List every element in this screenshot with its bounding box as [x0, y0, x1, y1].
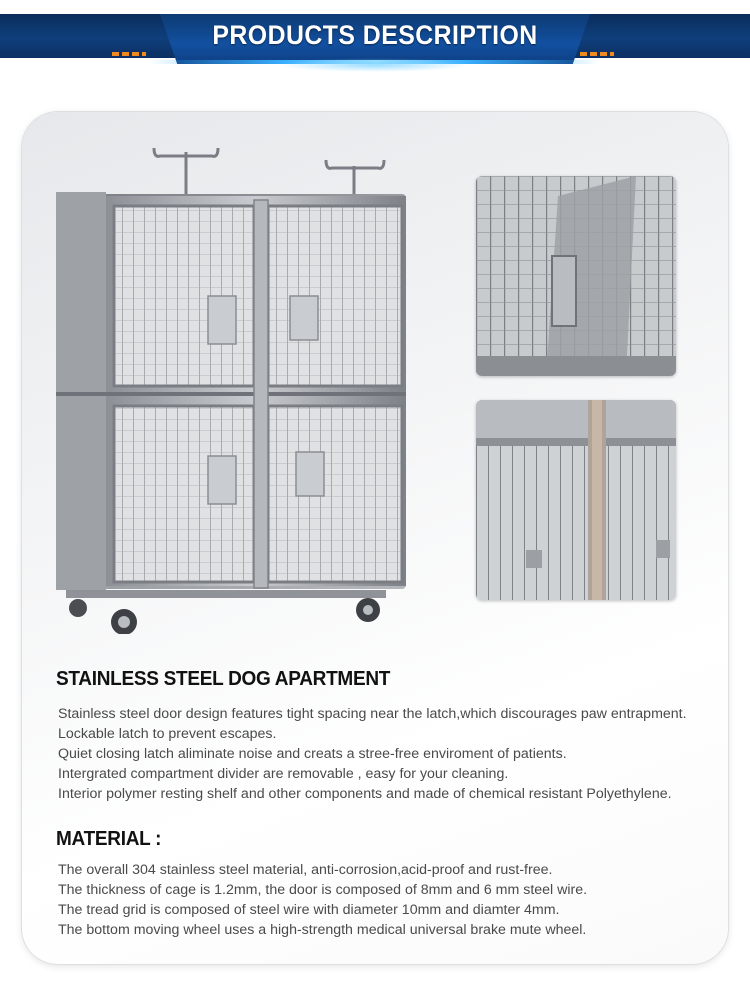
- feature-line: Quiet closing latch aliminate noise and creats a stree-free enviroment of patients.: [58, 746, 567, 762]
- material-line: The thickness of cage is 1.2mm, the door is composed of 8mm and 6 mm steel wire.: [58, 882, 588, 898]
- section-title-apartment: STAINLESS STEEL DOG APARTMENT: [56, 668, 391, 690]
- feature-line: Lockable latch to prevent escapes.: [58, 726, 277, 742]
- banner-decoration-left: [112, 52, 146, 56]
- feature-line: Stainless steel door design features tight spacing near the latch,which discourages paw entrapment.: [58, 706, 687, 722]
- feature-line: Intergrated compartment divider are removable , easy for your cleaning.: [58, 766, 509, 782]
- banner-decoration-right: [580, 52, 614, 56]
- feature-list: [58, 704, 718, 804]
- product-image-cage: [56, 144, 416, 634]
- detail-image-divider: [476, 400, 676, 600]
- page-title: PRODUCTS DESCRIPTION: [212, 20, 538, 50]
- material-line: The tread grid is composed of steel wire with diameter 10mm and diamter 4mm.: [58, 902, 560, 918]
- banner-glow: [280, 58, 470, 72]
- material-line: The overall 304 stainless steel material, anti-corrosion,acid-proof and rust-free.: [58, 862, 553, 878]
- material-list: [58, 860, 718, 940]
- section-title-material: MATERIAL :: [56, 828, 162, 850]
- feature-line: Interior polymer resting shelf and other components and made of chemical resistant Polyethylene.: [58, 786, 672, 802]
- header-banner: [0, 0, 750, 80]
- product-card: [22, 112, 728, 964]
- material-line: The bottom moving wheel uses a high-strength medical universal brake mute wheel.: [58, 922, 587, 938]
- caster-wheels: [69, 598, 380, 634]
- detail-image-door-latch: [476, 176, 676, 376]
